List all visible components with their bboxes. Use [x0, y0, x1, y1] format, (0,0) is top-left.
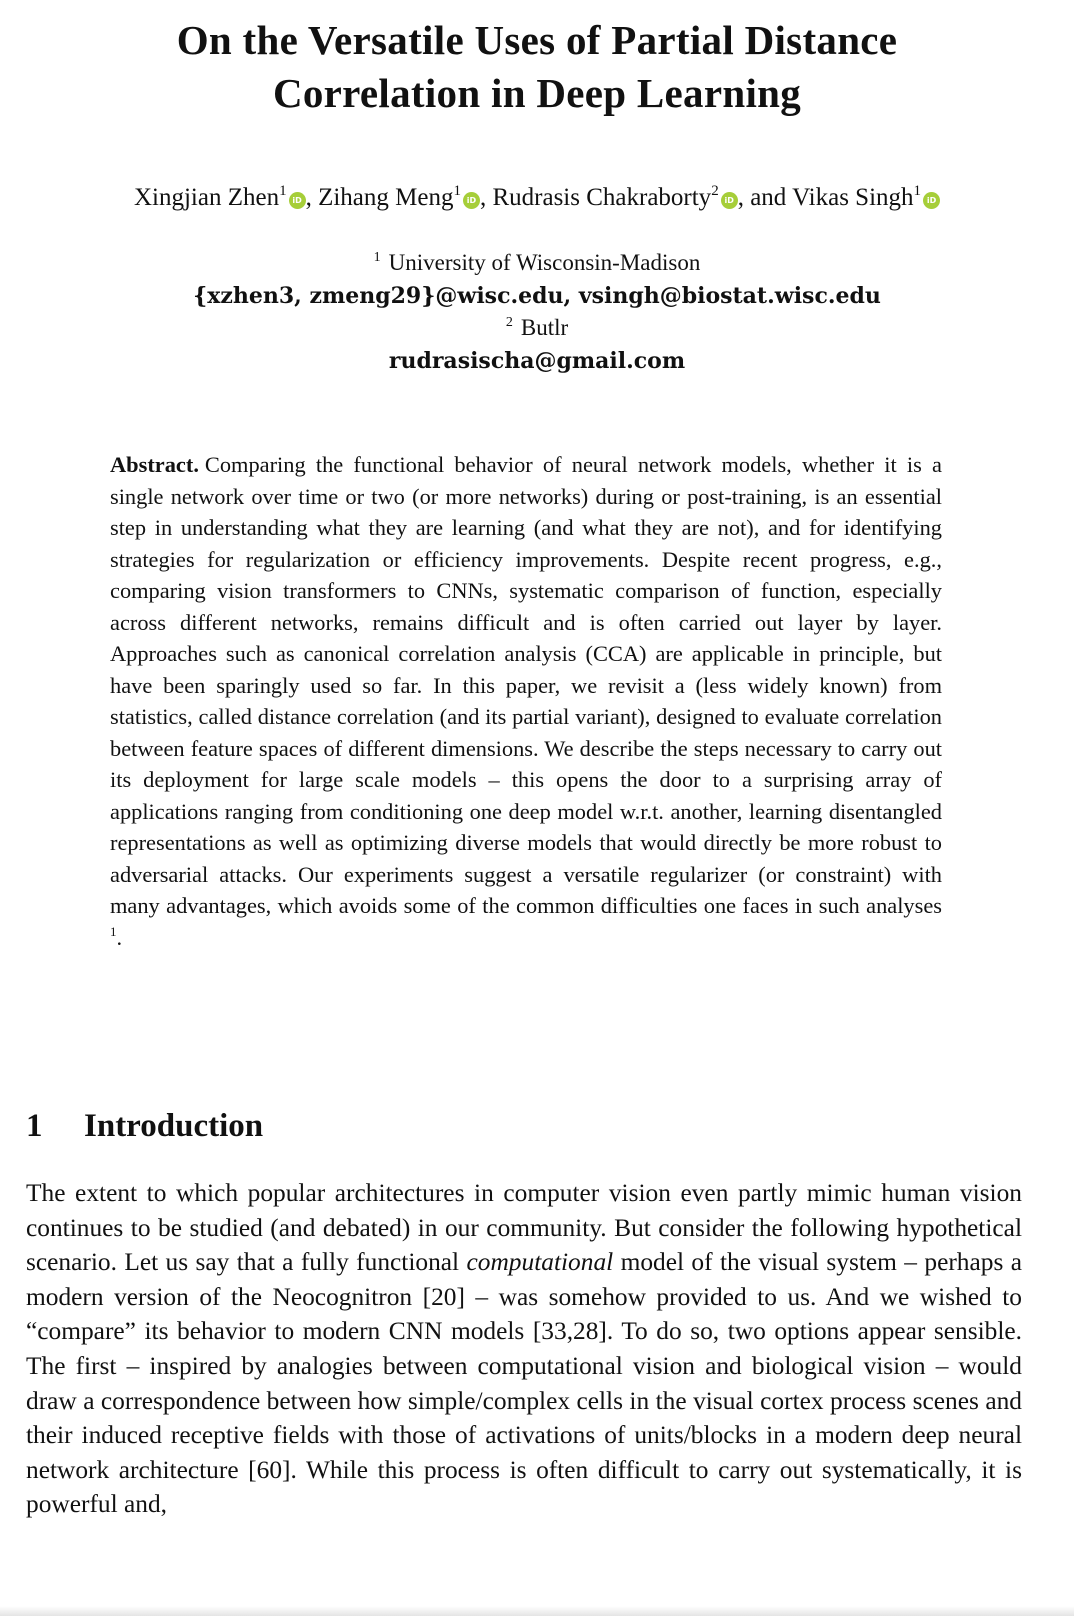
page-bottom-shadow [0, 1606, 1074, 1616]
author-separator: , and [737, 184, 793, 211]
affiliation-number: 2 [505, 315, 513, 330]
affiliation-mark: 1 [279, 183, 287, 199]
affiliation-1 [0, 247, 1074, 279]
affiliation-name: Butlr [520, 315, 569, 340]
section-heading [26, 1104, 263, 1148]
paper-title [0, 14, 1074, 120]
orcid-icon[interactable]: iD [923, 192, 940, 209]
author-name: Zihang Meng [318, 184, 454, 211]
title-line-1: On the Versatile Uses of Partial Distance [176, 17, 898, 63]
orcid-icon[interactable]: iD [289, 192, 306, 209]
intro-emphasis: computational [466, 1248, 614, 1277]
affiliation-mark: 2 [711, 183, 719, 199]
affiliation-2 [0, 312, 1074, 344]
abstract-text: Comparing the functional behavior of neural network models, whether it is a single network over time or two (or more networks) during or post-training, is an essential step in understanding what they are learning (and what they are not), and for identifying strategies for regularization or efficiency improvements. Despite recent progress, e.g., comparing vision transformers to CNNs, systematic comparison of function, especially across different networks, remains difficult and is often carried out layer by layer. Approaches such as canonical correlation analysis (CCA) are applicable in principle, but have been sparingly used so far. In this paper, we revisit a (less widely known) from statistics, called distance correlation (and its partial variant), designed to evaluate correlation between feature spaces of different dimensions. We describe the steps necessary to carry out its deployment for large scale models – this opens the door to a surprising array of applications ranging from conditioning one deep model w.r.t. another, learning disentangled representations as well as optimizing diverse models that would directly be more robust to adversarial attacks. Our experiments suggest a versatile regularizer (or constraint) with many advantages, which avoids some of the common difficulties one faces in such analyses [110, 452, 942, 918]
affiliation-mark: 1 [453, 183, 461, 199]
affiliation-name: University of Wisconsin-Madison [388, 250, 701, 275]
author-name: Rudrasis Chakraborty [492, 184, 712, 211]
author [792, 184, 940, 211]
author [134, 184, 318, 211]
orcid-icon[interactable]: iD [721, 192, 738, 209]
section-number: 1 [26, 1108, 43, 1144]
author-separator: , [305, 184, 319, 211]
author-name: Vikas Singh [792, 184, 914, 211]
author-name: Xingjian Zhen [133, 184, 280, 211]
section-title: Introduction [84, 1108, 264, 1144]
author-separator: , [479, 184, 493, 211]
author [318, 184, 492, 211]
intro-paragraph [26, 1176, 1022, 1522]
abstract-end: . [116, 924, 123, 950]
affiliation-2-email[interactable]: rudrasischa@gmail.com [388, 348, 686, 374]
abstract-label: Abstract. [110, 452, 199, 477]
affiliation-1-email[interactable]: {xzhen3, zmeng29}@wisc.edu, vsingh@biostat.wisc.edu [193, 283, 881, 309]
author [492, 184, 792, 211]
affiliation-number: 1 [373, 250, 381, 265]
affiliation-mark: 1 [913, 183, 922, 199]
intro-text-part2: model of the visual system – perhaps a modern version of the Neocognitron [20] – was somehow provided to us. And we wished to “compare” its behavior to modern CNN models [33,28]. To do so, two options appear sensible. The first – inspired by analogies between computational vision and biological vision – would draw a correspondence between how simple/complex cells in the visual cortex process scenes and their induced receptive fields with those of activations of units/blocks in a modern deep neural network architecture [60]. While this process is often difficult to carry out systematically, it is powerful and, [26, 1248, 1022, 1519]
intro-text-part1: The extent to which popular architectures in computer vision even partly mimic human vision continues to be studied (and debated) in our community. But consider the following hypothetical scenario. Let us say that a fully functional [26, 1179, 1022, 1277]
orcid-icon[interactable]: iD [463, 192, 480, 209]
footnote-mark[interactable]: 1 [110, 923, 117, 939]
author-list [0, 180, 1074, 216]
abstract [110, 449, 942, 953]
title-line-2: Correlation in Deep Learning [272, 70, 802, 116]
